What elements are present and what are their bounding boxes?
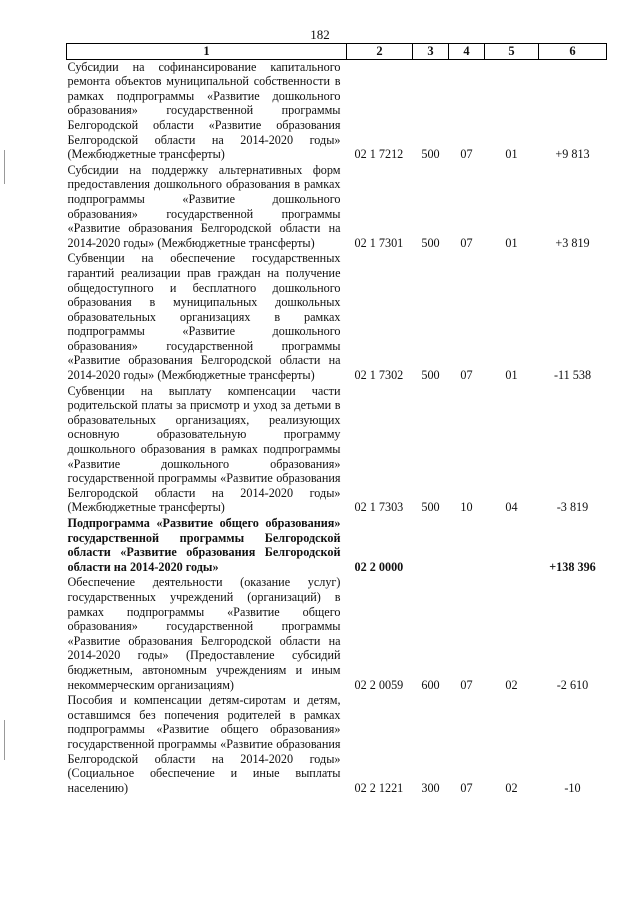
- subsection-code: 01: [505, 147, 518, 162]
- subsection-code: 01: [505, 368, 518, 383]
- subsection-code: 01: [505, 235, 518, 250]
- expense-type-code: 500: [421, 368, 440, 383]
- amount-change: -10: [564, 780, 581, 795]
- table-row: [67, 251, 607, 383]
- target-article-code: 02 1 7212: [354, 147, 404, 162]
- expense-type-code: 500: [421, 147, 440, 162]
- expense-type-code: 500: [421, 500, 440, 515]
- amount-change: -2 610: [556, 677, 589, 692]
- target-article-code: 02 2 0059: [354, 677, 404, 692]
- target-article-code: 02 1 7302: [354, 368, 404, 383]
- section-code: 07: [460, 368, 473, 383]
- table-row: [67, 163, 607, 252]
- amount-change: +3 819: [555, 235, 590, 250]
- page-number: 182: [310, 27, 330, 42]
- expense-type-code: 500: [421, 235, 440, 250]
- subsection-code: 02: [505, 677, 518, 692]
- section-code: 10: [460, 500, 473, 515]
- expense-name: Субсидии на софинансирование капитального ремонта объектов муниципальной собственности в рамках подпрограммы «Развитие дошкольного образования» государственной программы Белгородской области «Развитие образования Белгородской области на 2014-2020 годы» (Межбюджетные трансферты): [67, 59, 341, 162]
- target-article-code: 02 2 1221: [354, 780, 404, 795]
- target-article-code: 02 1 7301: [354, 235, 404, 250]
- expense-name: Подпрограмма «Развитие общего образования» государственной программы Белгородской области «Развитие образования Белгородской области на 2014-2020 годы»: [67, 516, 341, 574]
- header-col-3: 3: [413, 44, 449, 60]
- header-col-2: 2: [347, 44, 413, 60]
- expense-type-code: 600: [421, 677, 440, 692]
- table-row: [67, 575, 607, 693]
- table-row: [67, 384, 607, 516]
- expense-name: Субвенции на выплату компенсации части родительской платы за присмотр и уход за детьми в образовательных организациях, реализующих основную образовательную программу дошкольного образования в рамках подпрограммы «Развитие дошкольного образования» государственной программы «Развитие образования Белгородской области на 2014-2020 годы» (Межбюджетные трансферты): [67, 383, 341, 515]
- table-row: [67, 516, 607, 575]
- table-row: [67, 693, 607, 796]
- header-col-1: 1: [67, 44, 347, 60]
- section-code: 07: [460, 780, 473, 795]
- subsection-code: 02: [505, 780, 518, 795]
- amount-change: +138 396: [549, 559, 596, 574]
- subsection-code: 04: [505, 500, 518, 515]
- table-row: [67, 59, 607, 163]
- expense-type-code: [413, 516, 449, 575]
- expense-type-code: 300: [421, 780, 440, 795]
- target-article-code: 02 1 7303: [354, 500, 404, 515]
- header-row: [67, 44, 607, 60]
- section-code: 07: [460, 235, 473, 250]
- expense-name: Обеспечение деятельности (оказание услуг) государственных учреждений (организаций) в рамках подпрограммы «Развитие общего образования» государственной программы «Развитие образования Белгородской области на 2014-2020 годы» (Предоставление субсидий бюджетным, автономным учреждениям и иным некоммерческим организациям): [67, 575, 341, 692]
- scan-edge-mark: [4, 150, 5, 184]
- section-code: [449, 516, 485, 575]
- scan-edge-mark: [4, 720, 5, 760]
- header-col-6: 6: [539, 44, 607, 60]
- header-col-5: 5: [485, 44, 539, 60]
- amount-change: -3 819: [556, 500, 589, 515]
- expense-name: Субвенции на обеспечение государственных гарантий реализации прав граждан на получение общедоступного и бесплатного дошкольного образования в муниципальных дошкольных образовательных организациях в рамках подпрограммы «Развитие дошкольного образования» государственной программы «Развитие образования Белгородской области на 2014-2020 годы» (Межбюджетные трансферты): [67, 251, 341, 383]
- header-col-4: 4: [449, 44, 485, 60]
- section-code: 07: [460, 147, 473, 162]
- expense-name: Пособия и компенсации детям-сиротам и детям, оставшимся без попечения родителей в рамках подпрограммы «Развитие общего образования» государственной программы «Развитие образования Белгородской области на 2014-2020 годы» (Социальное обеспечение и иные выплаты населению): [67, 693, 341, 795]
- target-article-code: 02 2 0000: [354, 559, 404, 574]
- subsection-code: [485, 516, 539, 575]
- section-code: 07: [460, 677, 473, 692]
- expense-name: Субсидии на поддержку альтернативных форм предоставления дошкольного образования в рамках подпрограммы «Развитие дошкольного образования» государственной программы «Развитие образования Белгородской области на 2014-2020 годы» (Межбюджетные трансферты): [67, 162, 341, 250]
- amount-change: +9 813: [555, 147, 590, 162]
- amount-change: -11 538: [553, 368, 592, 383]
- budget-table: [66, 43, 607, 796]
